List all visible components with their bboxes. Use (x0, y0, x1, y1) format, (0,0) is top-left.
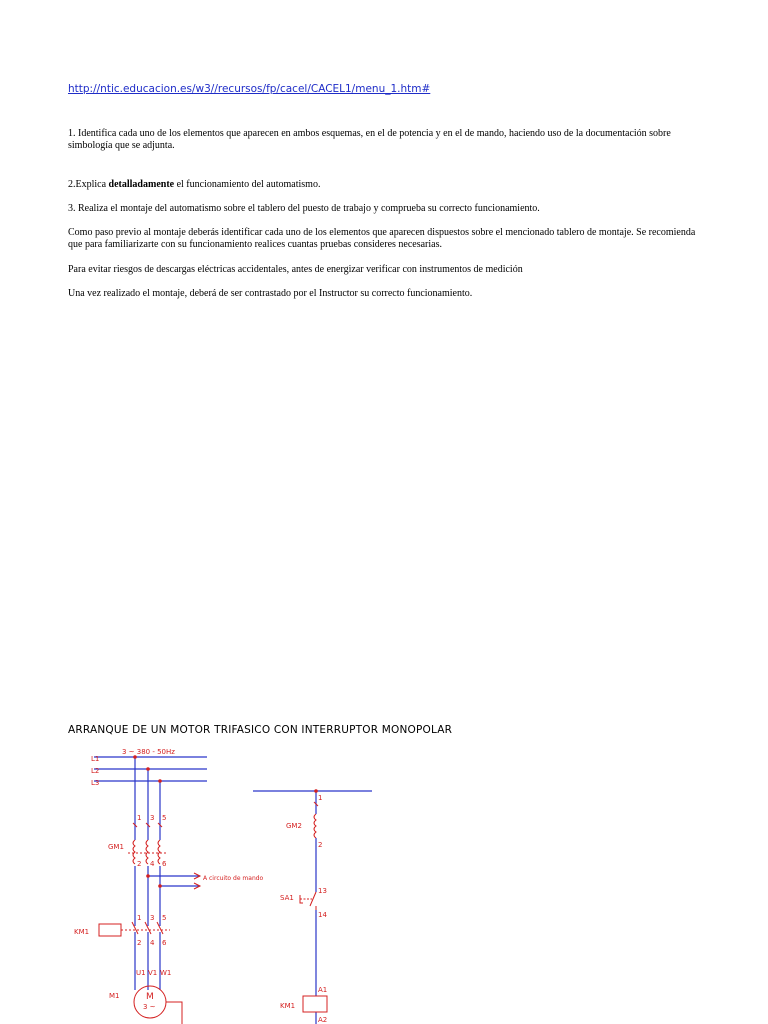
terminal-v1: V1 (148, 969, 158, 977)
sa1-pin-13: 13 (318, 887, 327, 895)
breaker-pin-3: 3 (150, 814, 155, 822)
line-l3-label: L3 (91, 779, 100, 787)
contactor-pin-1: 1 (137, 914, 142, 922)
contactor-km1-label: KM1 (74, 928, 90, 936)
contactor-pin-3: 3 (150, 914, 155, 922)
coil-pin-a1: A1 (318, 986, 328, 994)
source-link[interactable]: http://ntic.educacion.es/w3//recursos/fp/cacel/CACEL1/menu_1.htm# (68, 83, 431, 95)
breaker-pin-2: 2 (137, 860, 142, 868)
breaker-gm2-label: GM2 (286, 822, 302, 830)
motor-m1-label: M1 (109, 992, 120, 1000)
gm2-pin-1: 1 (318, 794, 323, 802)
control-circuit (253, 789, 372, 1024)
note-verification: Una vez realizado el montaje, deberá de ser contrastado por el Instructor su correcto funcionamiento. (68, 288, 473, 299)
coil-km1-label: KM1 (280, 1002, 296, 1010)
line-l2-label: L2 (91, 767, 100, 775)
power-circuit (74, 748, 264, 1024)
gm2-pin-2: 2 (318, 841, 323, 849)
instruction-3: 3. Realiza el montaje del automatismo sobre el tablero del puesto de trabajo y comprueba su correcto funcionamiento. (68, 203, 540, 214)
switch-sa1-symbol (300, 892, 316, 910)
contactor-pin-4: 4 (150, 939, 155, 947)
motor-sub: 3 ~ (143, 1003, 156, 1011)
sa1-pin-14: 14 (318, 911, 327, 919)
terminal-w1: W1 (160, 969, 172, 977)
coil-km1-symbol (303, 996, 327, 1012)
supply-label: 3 ~ 380 - 50Hz (122, 748, 175, 756)
contactor-pin-5: 5 (162, 914, 167, 922)
instruction-2-lead: 2.Explica (68, 179, 109, 190)
switch-sa1-label: SA1 (280, 894, 294, 902)
breaker-gm1-label: GM1 (108, 843, 124, 851)
motor-symbol: M (146, 992, 154, 1002)
contactor-pin-6: 6 (162, 939, 167, 947)
breaker-pin-6: 6 (162, 860, 167, 868)
diagram-title: ARRANQUE DE UN MOTOR TRIFASICO CON INTERRUPTOR MONOPOLAR (68, 724, 453, 736)
motor-m1-symbol (134, 986, 182, 1024)
coil-pin-a2: A2 (318, 1016, 328, 1024)
breaker-pin-4: 4 (150, 860, 155, 868)
to-control-label: A circuito de mando (203, 875, 264, 882)
note-safety: Para evitar riesgos de descargas eléctricas accidentales, antes de energizar verificar con instrumentos de medición (68, 264, 523, 275)
instruction-2-tail: el funcionamiento del automatismo. (174, 179, 321, 190)
contactor-pin-2: 2 (137, 939, 142, 947)
breaker-pin-1: 1 (137, 814, 142, 822)
terminal-u1: U1 (136, 969, 146, 977)
instruction-1: 1. Identifica cada uno de los elementos que aparecen en ambos esquemas, en el de potencia y en el de mando, haciendo uso de la documentación sobre simbología que se adjunta. (68, 128, 671, 151)
breaker-pin-5: 5 (162, 814, 167, 822)
instruction-2-emphasis: detalladamente (108, 179, 175, 190)
note-preparation: Como paso previo al montaje deberás identificar cada uno de los elementos que aparecen dispuestos sobre el mencionado tablero de montaje. Se recomienda que para familiarizarte con su funcionamiento realices cuantas pruebas consideres necesarias. (68, 227, 696, 250)
line-l1-label: L1 (91, 755, 100, 763)
